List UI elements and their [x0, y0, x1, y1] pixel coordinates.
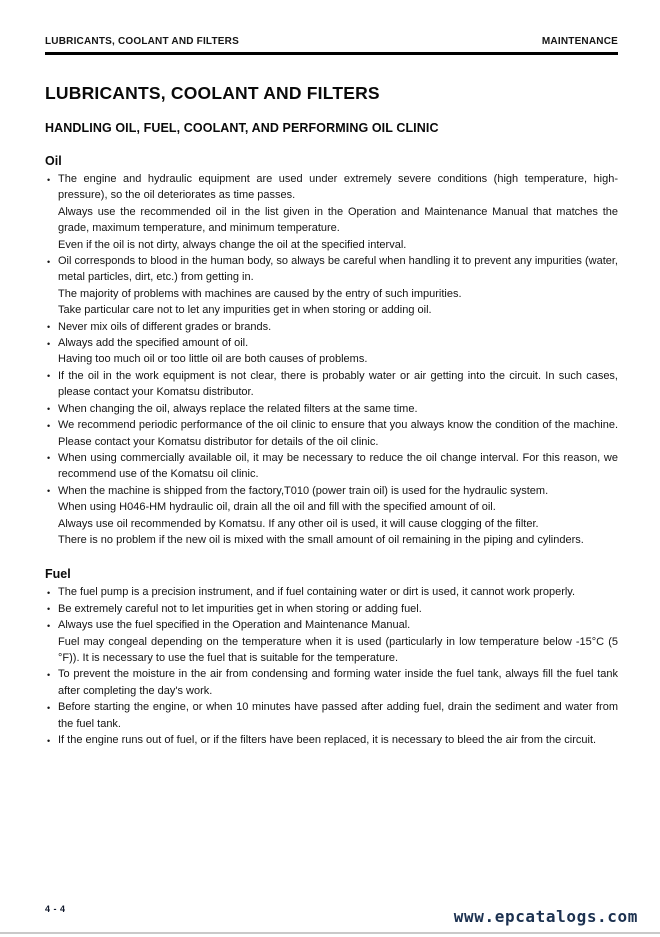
bullet-marker: •: [47, 702, 51, 713]
bullet-marker: •: [47, 453, 51, 464]
bullet-marker: •: [47, 620, 51, 631]
section-heading: Fuel: [45, 567, 71, 582]
bullet-paragraph: Be extremely careful not to let impurities get in when storing or adding fuel.: [58, 602, 422, 615]
list-item: [45, 699, 618, 732]
bullet-marker: •: [47, 322, 51, 333]
list-item: [45, 417, 618, 450]
bullet-paragraph: Fuel may congeal depending on the temperature when it is used (particularly in low temperature below -15°C (5 °F)). It is necessary to use the fuel that is suitable for the temperature.: [58, 635, 618, 664]
bottom-edge-line: [0, 932, 660, 934]
bullet-marker: •: [47, 735, 51, 746]
list-item: [45, 584, 618, 600]
bullet-list: [45, 171, 618, 548]
bullet-paragraph: Before starting the engine, or when 10 minutes have passed after adding fuel, drain the sediment and water from the fuel tank.: [58, 701, 618, 730]
bullet-marker: •: [47, 174, 51, 185]
list-item: [45, 450, 618, 483]
bullet-marker: •: [47, 420, 51, 431]
bullet-paragraph: Having too much oil or too little oil are both causes of problems.: [58, 353, 368, 366]
bullet-marker: •: [47, 404, 51, 415]
bullet-marker: •: [47, 371, 51, 382]
bullet-paragraph: There is no problem if the new oil is mixed with the small amount of oil remaining in the piping and cylinders.: [58, 533, 584, 546]
list-item: [45, 171, 618, 253]
section-heading: Oil: [45, 154, 62, 168]
bullet-paragraph: Oil corresponds to blood in the human body, so always be careful when handling it to prevent any impurities (water, metal particles, dirt, etc.) from getting in.: [58, 255, 618, 284]
bullet-paragraph: To prevent the moisture in the air from condensing and forming water inside the fuel tank, always fill the fuel tank after completing the day's work.: [58, 668, 618, 697]
list-item: [45, 335, 618, 368]
bullet-paragraph: Always use the recommended oil in the list given in the Operation and Maintenance Manual that matches the grade, maximum temperature, and minimum temperature.: [58, 205, 618, 235]
bullet-paragraph: When using H046-HM hydraulic oil, drain all the oil and fill with the specified amount of oil.: [58, 501, 496, 514]
bullet-marker: •: [47, 338, 51, 349]
section: [45, 567, 618, 748]
bullet-paragraph: Always use oil recommended by Komatsu. If any other oil is used, it will cause clogging of the filter.: [58, 517, 539, 530]
running-header-left: LUBRICANTS, COOLANT AND FILTERS: [45, 36, 239, 47]
bullet-marker: •: [47, 256, 51, 267]
bullet-marker: •: [47, 604, 51, 615]
list-item: [45, 368, 618, 401]
page-subtitle: HANDLING OIL, FUEL, COOLANT, AND PERFORMING OIL CLINIC: [45, 121, 439, 135]
page-title: LUBRICANTS, COOLANT AND FILTERS: [45, 83, 380, 103]
list-item: [45, 401, 618, 417]
bullet-paragraph: When the machine is shipped from the factory,T010 (power train oil) is used for the hydraulic system.: [58, 484, 549, 497]
bullet-paragraph: Take particular care not to let any impurities get in when storing or adding oil.: [58, 304, 432, 317]
list-item: [45, 319, 618, 335]
list-item: [45, 253, 618, 319]
list-item: [45, 617, 618, 666]
bullet-marker: •: [47, 486, 51, 497]
document-body: [45, 154, 618, 748]
bullet-paragraph: Never mix oils of different grades or brands.: [58, 320, 272, 333]
list-item: [45, 732, 618, 748]
bullet-paragraph: Always add the specified amount of oil.: [58, 337, 249, 350]
list-item: [45, 601, 618, 617]
bullet-paragraph: Always use the fuel specified in the Operation and Maintenance Manual.: [58, 619, 411, 632]
bullet-paragraph: If the engine runs out of fuel, or if the filters have been replaced, it is necessary to bleed the air from the circuit.: [58, 734, 597, 746]
bullet-paragraph: The majority of problems with machines are caused by the entry of such impurities.: [58, 287, 462, 300]
list-item: [45, 666, 618, 699]
bullet-paragraph: Even if the oil is not dirty, always change the oil at the specified interval.: [58, 238, 407, 251]
running-header-right: MAINTENANCE: [541, 36, 618, 47]
bullet-paragraph: When using commercially available oil, it may be necessary to reduce the oil change interval. For this reason, we recommend use of the Komatsu oil clinic.: [58, 451, 618, 481]
list-item: [45, 483, 618, 549]
bullet-list: [45, 584, 618, 748]
header-rule: [45, 52, 618, 55]
bullet-paragraph: The engine and hydraulic equipment are used under extremely severe conditions (high temperature, high-pressure), so the oil deteriorates as time passes.: [58, 173, 618, 202]
bullet-marker: •: [47, 669, 51, 680]
bullet-marker: •: [47, 587, 51, 598]
bullet-paragraph: If the oil in the work equipment is not clear, there is probably water or air getting into the circuit. In such cases, please contact your Komatsu distributor.: [58, 369, 618, 399]
page-number: 4 - 4: [45, 904, 66, 914]
bullet-paragraph: When changing the oil, always replace the related filters at the same time.: [58, 402, 418, 415]
section: [45, 154, 618, 548]
running-header: [45, 0, 618, 47]
bullet-paragraph: The fuel pump is a precision instrument, and if fuel containing water or dirt is used, it cannot work properly.: [58, 586, 576, 599]
bullet-paragraph: We recommend periodic performance of the oil clinic to ensure that you always know the condition of the machine. Please contact your Komatsu distributor for details of the oil clinic.: [58, 419, 618, 448]
watermark-link[interactable]: www.epcatalogs.com: [453, 907, 638, 926]
